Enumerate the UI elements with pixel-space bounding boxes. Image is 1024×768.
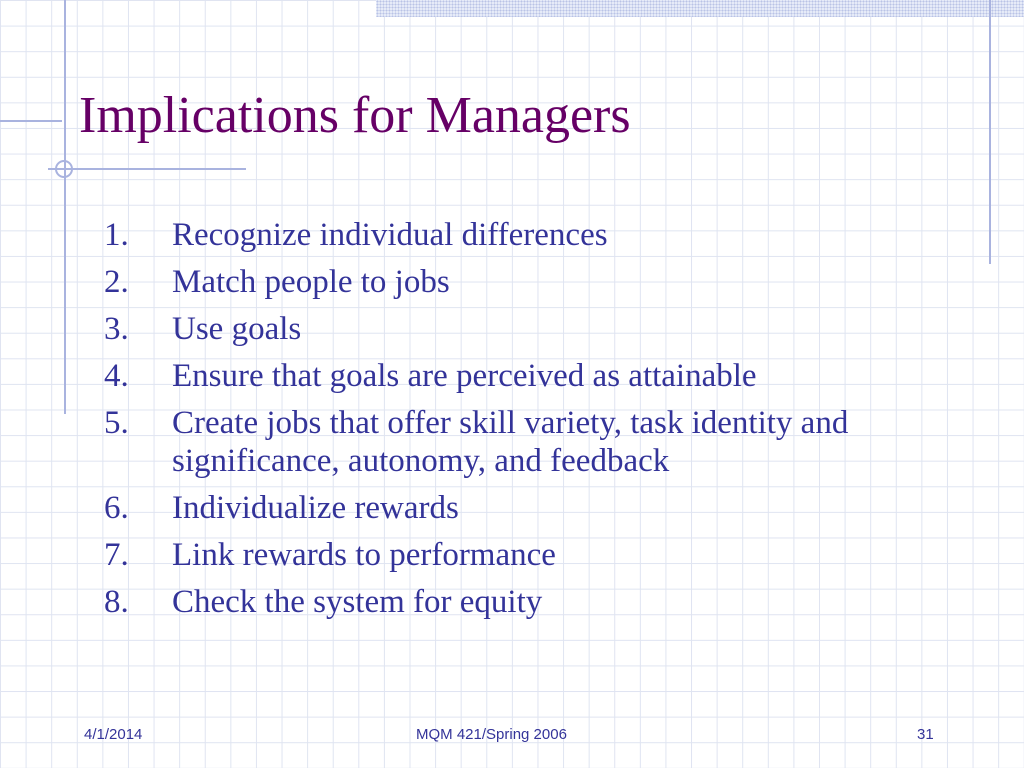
list-item-text: Match people to jobs [172,264,450,300]
decor-vertical-line-right [989,0,991,264]
list-item-text: Link rewards to performance [172,537,556,573]
list-item-number: 1. [104,217,129,253]
footer-course: MQM 421/Spring 2006 [416,726,567,743]
decor-horizontal-line-title [48,168,246,170]
list-item [104,536,944,574]
list-item-text: Individualize rewards [172,490,459,526]
implications-list [104,216,944,630]
list-item-text: Recognize individual differences [172,217,608,253]
list-item-number: 7. [104,537,129,573]
list-item [104,583,944,621]
footer-page-number: 31 [917,726,934,743]
list-item-number: 4. [104,358,129,394]
list-item-number: 6. [104,490,129,526]
list-item [104,310,944,348]
footer-date: 4/1/2014 [84,726,143,743]
slide-title: Implications for Managers [79,87,631,144]
list-item [104,216,944,254]
list-item-number: 3. [104,311,129,347]
list-item [104,263,944,301]
decor-vertical-line-left [64,0,66,414]
list-item-number: 5. [104,405,129,441]
list-item-number: 2. [104,264,129,300]
list-item-text: Create jobs that offer skill variety, task identity and significance, autonomy, and feedback [172,405,849,479]
list-item [104,404,944,480]
list-item-text: Ensure that goals are perceived as attainable [172,358,757,394]
list-item-number: 8. [104,584,129,620]
list-item-text: Use goals [172,311,302,347]
list-item [104,489,944,527]
list-item [104,357,944,395]
top-corner-pattern [376,0,1024,17]
decor-horizontal-line-top [0,120,62,122]
decor-circle [55,160,73,178]
list-item-text: Check the system for equity [172,584,543,620]
